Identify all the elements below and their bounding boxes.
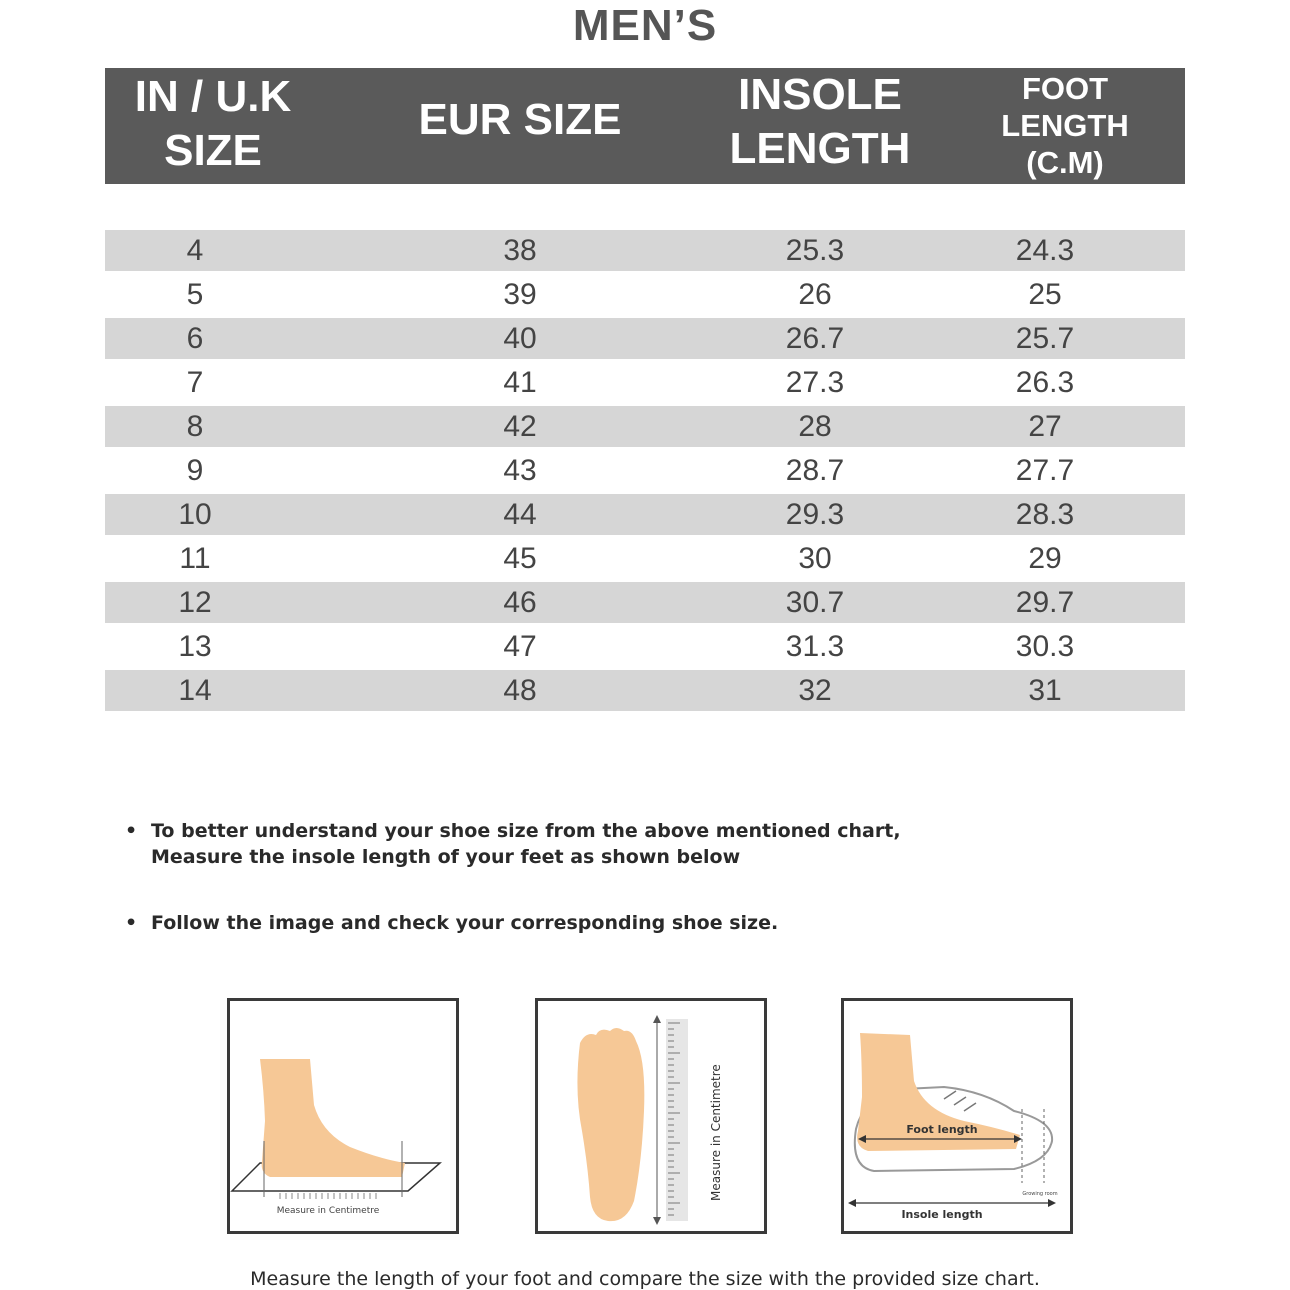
- header-eur-size: EUR SIZE: [418, 95, 622, 144]
- insole-length-cell: 31.3: [785, 629, 845, 663]
- foot-sole-icon: [538, 1001, 764, 1231]
- panel3-insole-label: Insole length: [901, 1208, 983, 1221]
- table-row: [105, 447, 1185, 494]
- uk-size-cell: 6: [186, 321, 204, 355]
- panel2-label: Measure in Centimetre: [709, 1064, 723, 1201]
- eur-size-cell: 41: [503, 365, 537, 399]
- page-title: MEN’S: [572, 1, 718, 50]
- insole-length-cell: 30: [798, 541, 832, 575]
- header-uk-size: IN / U.K SIZE: [134, 72, 292, 175]
- foot-sole-view-illustration: [535, 998, 767, 1234]
- insole-length-cell: 26: [798, 277, 832, 311]
- insole-length-cell: 28: [798, 409, 832, 443]
- uk-size-cell: 10: [178, 497, 212, 531]
- insole-length-cell: 32: [798, 673, 832, 707]
- bullet-icon: •: [125, 912, 138, 934]
- instruction-1: • To better understand your shoe size from the above mentioned chart, Measure the insole length of your feet as shown below: [125, 820, 901, 868]
- insole-length-cell: 29.3: [785, 497, 845, 531]
- foot-length-cell: 27.7: [1015, 453, 1075, 487]
- eur-size-cell: 46: [503, 585, 537, 619]
- table-row: [105, 230, 1185, 271]
- uk-size-cell: 13: [178, 629, 212, 663]
- foot-length-cell: 26.3: [1015, 365, 1075, 399]
- header-insole-length: INSOLE LENGTH: [729, 70, 911, 173]
- table-row: [105, 494, 1185, 535]
- table-row: [105, 535, 1185, 582]
- eur-size-cell: 48: [503, 673, 537, 707]
- insole-length-cell: 26.7: [785, 321, 845, 355]
- table-header: [105, 68, 1185, 184]
- uk-size-cell: 14: [178, 673, 212, 707]
- table-row: [105, 359, 1185, 406]
- instruction-2: • Follow the image and check your corresponding shoe size.: [125, 912, 779, 934]
- foot-length-cell: 30.3: [1015, 629, 1075, 663]
- eur-size-cell: 40: [503, 321, 537, 355]
- eur-size-cell: 43: [503, 453, 537, 487]
- foot-length-cell: 28.3: [1015, 497, 1075, 531]
- foot-length-cell: 29: [1028, 541, 1062, 575]
- foot-length-cell: 24.3: [1015, 233, 1075, 267]
- table-row: [105, 670, 1185, 711]
- bullet-icon: •: [125, 820, 138, 842]
- uk-size-cell: 7: [186, 365, 204, 399]
- panel1-label: Measure in Centimetre: [276, 1206, 380, 1216]
- eur-size-cell: 44: [503, 497, 537, 531]
- insole-length-cell: 25.3: [785, 233, 845, 267]
- uk-size-cell: 12: [178, 585, 212, 619]
- panel3-gap-label: Growing room: [1022, 1191, 1058, 1197]
- uk-size-cell: 4: [186, 233, 204, 267]
- panel3-foot-label: Foot length: [906, 1123, 978, 1136]
- table-row: [105, 406, 1185, 447]
- table-row: [105, 318, 1185, 359]
- insole-length-cell: 30.7: [785, 585, 845, 619]
- foot-length-cell: 27: [1028, 409, 1062, 443]
- header-foot-length: FOOT LENGTH (C.M): [1001, 71, 1129, 180]
- shoe-icon: [844, 1001, 1070, 1231]
- table-row: [105, 582, 1185, 623]
- caption: Measure the length of your foot and compare the size with the provided size chart.: [250, 1268, 1040, 1290]
- foot-length-cell: 31: [1028, 673, 1062, 707]
- eur-size-cell: 38: [503, 233, 537, 267]
- foot-length-cell: 29.7: [1015, 585, 1075, 619]
- uk-size-cell: 11: [179, 541, 211, 575]
- uk-size-cell: 8: [186, 409, 204, 443]
- eur-size-cell: 45: [503, 541, 537, 575]
- eur-size-cell: 47: [503, 629, 537, 663]
- insole-length-cell: 28.7: [785, 453, 845, 487]
- foot-length-cell: 25: [1028, 277, 1062, 311]
- insole-length-cell: 27.3: [785, 365, 845, 399]
- eur-size-cell: 42: [503, 409, 537, 443]
- size-table: [105, 230, 1185, 711]
- uk-size-cell: 9: [186, 453, 204, 487]
- foot-in-shoe-illustration: [841, 998, 1073, 1234]
- foot-side-icon: [230, 1001, 456, 1231]
- foot-side-view-illustration: [227, 998, 459, 1234]
- instructions: [125, 818, 1025, 936]
- foot-length-cell: 25.7: [1015, 321, 1075, 355]
- table-row: [105, 271, 1185, 318]
- uk-size-cell: 5: [186, 277, 204, 311]
- eur-size-cell: 39: [503, 277, 537, 311]
- table-row: [105, 623, 1185, 670]
